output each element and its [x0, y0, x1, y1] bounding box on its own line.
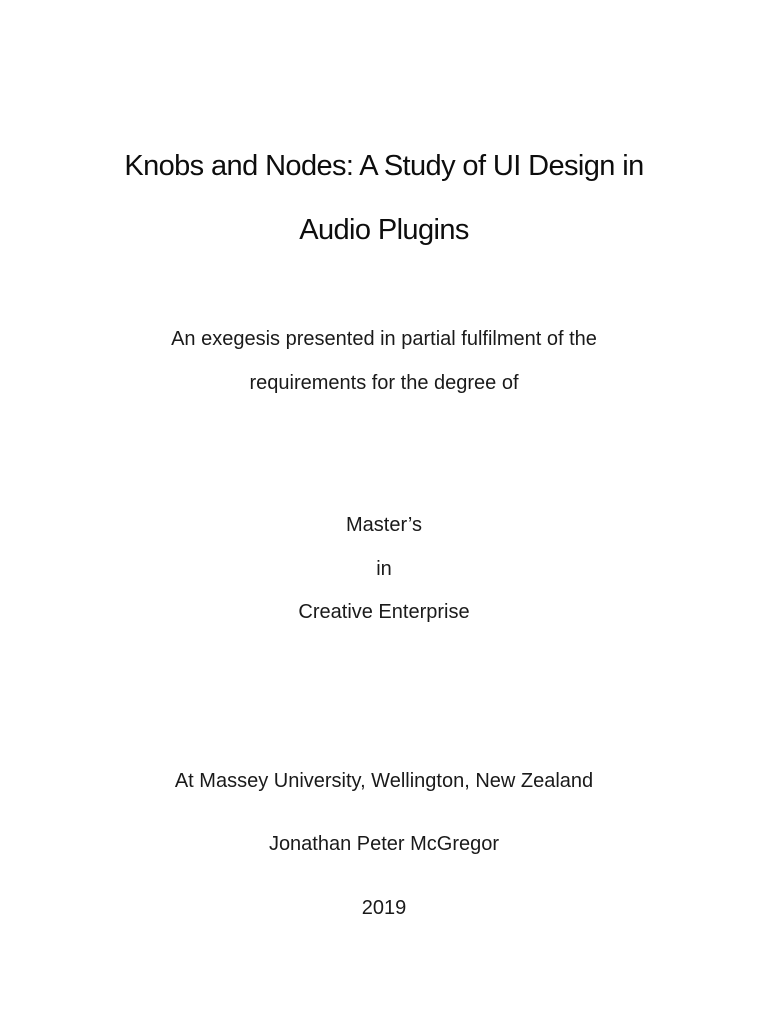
- thesis-title-line-1: Knobs and Nodes: A Study of UI Design in: [124, 150, 644, 182]
- degree-name: Master’s: [346, 514, 422, 536]
- exegesis-statement-line-1: An exegesis presented in partial fulfilment of the: [171, 328, 597, 350]
- degree-connector: in: [376, 558, 392, 580]
- exegesis-statement-line-2: requirements for the degree of: [249, 372, 519, 394]
- thesis-title-line-2: Audio Plugins: [299, 214, 469, 246]
- publication-year: 2019: [361, 897, 407, 919]
- institution-line: At Massey University, Wellington, New Zealand: [174, 770, 594, 792]
- degree-field: Creative Enterprise: [298, 601, 470, 623]
- author-name: Jonathan Peter McGregor: [268, 833, 500, 855]
